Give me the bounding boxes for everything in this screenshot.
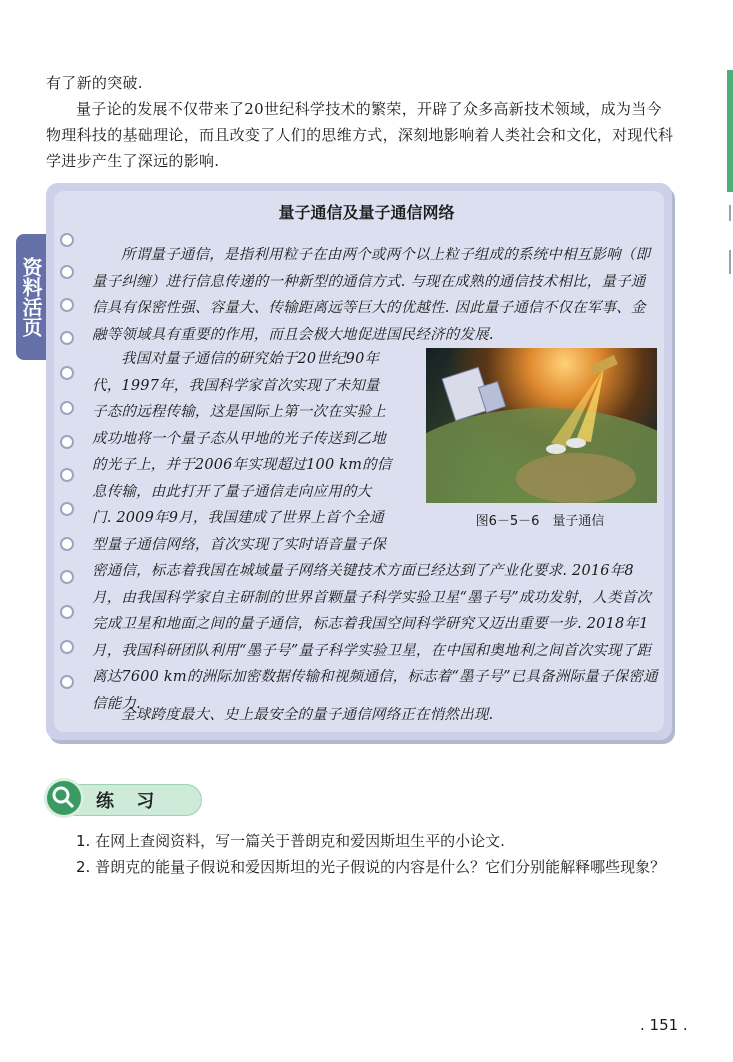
wrap-line: 型量子通信网络，首次实现了实时语音量子保 — [92, 536, 386, 553]
page-number: . 151 . — [640, 1016, 688, 1034]
box-paragraph-2-wrap — [92, 346, 422, 558]
wrap-line: 代，1997年，我国科学家首次实现了未知量 — [92, 377, 380, 394]
exercise-question-1: 1. 在网上查阅资料，写一篇关于普朗克和爱因斯坦生平的小论文. — [76, 832, 505, 850]
binder-ring — [60, 331, 74, 345]
side-tab-label: 资料活页 — [16, 234, 46, 360]
binder-ring — [60, 570, 74, 584]
figure-caption: 图6－5－6 量子通信 — [475, 514, 605, 529]
satellite-illustration — [426, 348, 657, 503]
binder-ring — [60, 265, 74, 279]
binder-ring — [60, 401, 74, 415]
intro-line: 有了新的突破. — [46, 74, 143, 92]
wrap-line: 门. 2009年9月，我国建成了世界上首个全通 — [92, 510, 384, 526]
binder-ring — [60, 435, 74, 449]
box-title: 量子通信及量子通信网络 — [278, 203, 455, 222]
binder-ring — [60, 298, 74, 312]
chapter-edge-tab — [727, 70, 733, 192]
binder-ring — [60, 675, 74, 689]
box-paragraph-1: 所谓量子通信，是指利用粒子在由两个或两个以上粒子组成的系统中相互影响（即量子纠缠）进行信息传递的一种新型的通信方式. 与现在成熟的通信技术相比，量子通信具有保密性强、容量大、传输距离远等巨大的优越性. 因此量子通信不仅在军事、金融等领域具有重要的作用，而且会极大地促进国民经济的发展. — [92, 247, 651, 343]
wrap-line: 的光子上，并于2006年实现超过100 km的信 — [92, 457, 392, 473]
binder-ring — [60, 605, 74, 619]
intro-paragraph: 量子论的发展不仅带来了20世纪科学技术的繁荣，开辟了众多高新技术领域，成为当今物理科技的基础理论，而且改变了人们的思维方式，深刻地影响着人类社会和文化，对现代科学进步产生了深远的影响. — [46, 100, 674, 170]
binder-ring — [60, 537, 74, 551]
box-paragraph-2-rest: 密通信，标志着我国在城域量子网络关键技术方面已经达到了产业化要求. 2016年8月，由我国科学家自主研制的世界首颗量子科学实验卫星“墨子号”成功发射，人类首次完成卫星和地面之间的量子通信，标志着我国空间科学研究又迈出重要一步. 2018年1月，我国科研团队利用“墨子号”量子科学实验卫星，在中国和奥地利之间首次实现了距离达7600 km的洲际加密数据传输和视频通信，标志着“墨子号”已具备洲际量子保密通信能力. — [92, 563, 658, 712]
binder-ring — [60, 502, 74, 516]
wrap-line: 息传输，由此打开了量子通信走向应用的大 — [92, 483, 372, 500]
wrap-line: 成功地将一个量子态从甲地的光子传送到乙地 — [92, 430, 386, 447]
edge-tick — [729, 250, 731, 274]
binder-ring — [60, 640, 74, 654]
exercise-header — [44, 778, 164, 818]
quantum-satellite-image — [426, 348, 657, 503]
wrap-line: 我国对量子通信的研究始于20世纪90年 — [121, 351, 380, 367]
binder-ring — [60, 468, 74, 482]
exercise-question-2: 2. 普朗克的能量子假说和爱因斯坦的光子假说的内容是什么？它们分别能解释哪些现象？ — [76, 858, 666, 876]
magnifier-icon-svg — [47, 781, 81, 815]
wrap-line: 子态的远程传输，这是国际上第一次在实验上 — [92, 404, 386, 420]
exercise-label: 练 习 — [96, 791, 163, 812]
magnifier-icon — [44, 778, 84, 818]
binder-ring — [60, 366, 74, 380]
binder-ring — [60, 233, 74, 247]
box-paragraph-3: 全球跨度最大、史上最安全的量子通信网络正在悄然出现. — [121, 707, 494, 723]
